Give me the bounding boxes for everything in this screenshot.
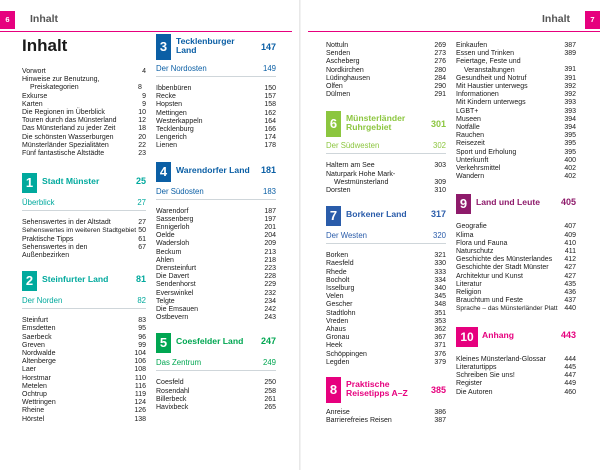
left-page-header (0, 11, 292, 29)
toc-entry[interactable]: Heek 371 (326, 342, 446, 350)
toc-entry[interactable]: Stadtlohn 351 (326, 309, 446, 317)
page-number: 7 (585, 11, 600, 29)
section-heading[interactable]: Das Zentrum 249 (156, 358, 276, 368)
chapter-page: 317 (430, 209, 446, 220)
toc-entry[interactable]: Emsdetten 95 (22, 325, 146, 333)
toc-entry[interactable]: Rosendahl 258 (156, 387, 276, 395)
toc-entry[interactable]: Karten 9 (22, 100, 146, 108)
toc-entry[interactable]: Horstmar 110 (22, 374, 146, 382)
toc-entry[interactable]: Die Regionen im Überblick 10 (22, 109, 146, 117)
section-heading[interactable]: Der Nordosten 149 (156, 64, 276, 73)
toc-entry[interactable]: Gesundheit und Notruf 391 (456, 74, 576, 82)
toc-entry[interactable]: Velen 345 (326, 293, 446, 301)
toc-entry[interactable]: Wettringen 124 (22, 399, 146, 407)
toc-entry[interactable]: Vorwort 4 (22, 68, 146, 75)
toc-entry[interactable]: Wadersloh 209 (156, 240, 276, 248)
chapter-number-badge: 1 (22, 173, 37, 193)
chapter-page: 247 (260, 336, 276, 347)
toc-entry[interactable]: Steinfurt 83 (22, 317, 146, 325)
toc-entry[interactable]: Wandern 402 (456, 173, 576, 181)
toc-entry[interactable]: Senden 273 (326, 50, 446, 58)
toc-column-1 (22, 68, 146, 424)
right-page-header (308, 11, 600, 29)
chapter-number-badge: 3 (156, 34, 171, 60)
toc-entry[interactable]: Sprache – das Münsterländer Platt 440 (456, 305, 576, 313)
toc-entry[interactable]: Verkehrsmittel 402 (456, 165, 576, 173)
toc-entry[interactable]: Legden 379 (326, 358, 446, 366)
toc-entry[interactable]: Oelde 204 (156, 232, 276, 240)
toc-entry[interactable]: Dorsten 310 (326, 187, 446, 195)
toc-entry[interactable]: Hopsten 158 (156, 101, 276, 109)
chapter-number-badge: 10 (456, 327, 478, 347)
header-rule (0, 31, 292, 32)
toc-entry[interactable]: Sehenswertes in der Altstadt 27 (22, 219, 146, 227)
chapter-page: 385 (430, 385, 446, 396)
chapter-4-heading[interactable] (156, 161, 276, 183)
toc-entry[interactable]: Geografie 407 (456, 223, 576, 231)
toc-entry[interactable]: Kleines Münsterland-Glossar 444 (456, 355, 576, 363)
toc-entry[interactable]: Ascheberg 276 (326, 58, 446, 66)
chapter-number-badge: 9 (456, 194, 471, 214)
toc-entry[interactable]: Geschichte der Stadt Münster 427 (456, 264, 576, 272)
chapter-number-badge: 6 (326, 111, 341, 137)
toc-entry[interactable]: Mettingen 162 (156, 109, 276, 117)
chapter-2-heading[interactable] (22, 270, 146, 292)
toc-entry[interactable]: Anreise 386 (326, 409, 446, 417)
header-rule (308, 31, 600, 32)
toc-entry[interactable]: Literatur 435 (456, 280, 576, 288)
section-heading[interactable]: Der Südosten 183 (156, 186, 276, 196)
toc-entry[interactable]: Nordwalde 104 (22, 350, 146, 358)
chapter-page: 405 (560, 197, 576, 208)
toc-entry[interactable]: Mit Haustier unterwegs 392 (456, 83, 576, 91)
toc-entry[interactable]: Bocholt 334 (326, 276, 446, 284)
chapter-number-badge: 8 (326, 377, 341, 403)
toc-entry[interactable]: LGBT+ 393 (456, 107, 576, 115)
toc-entry[interactable]: Notfälle 394 (456, 124, 576, 132)
toc-entry[interactable]: Mit Kindern unterwegs 393 (456, 99, 576, 107)
toc-entry[interactable]: Recke 157 (156, 93, 276, 101)
chapter-page: 147 (260, 42, 276, 52)
toc-entry[interactable]: Laer 108 (22, 366, 146, 374)
toc-entry[interactable]: Einkaufen 387 (456, 42, 576, 49)
toc-entry[interactable]: Rhede 333 (326, 268, 446, 276)
chapter-title: Land und Leute (476, 197, 540, 208)
toc-entry[interactable]: Greven 99 (22, 341, 146, 349)
toc-column-2 (156, 34, 276, 412)
running-head: Inhalt (30, 13, 58, 25)
chapter-title: Anhang (482, 329, 514, 340)
toc-entry[interactable]: Ahaus 362 (326, 326, 446, 334)
toc-entry[interactable]: Architektur und Kunst 427 (456, 272, 576, 280)
toc-entry[interactable]: Ostbevern 243 (156, 314, 276, 322)
toc-entry[interactable]: Praktische Tipps 61 (22, 235, 146, 243)
chapter-page: 181 (260, 164, 276, 175)
toc-entry[interactable]: Touren durch das Münsterland 12 (22, 117, 146, 125)
toc-entry[interactable]: Raesfeld 330 (326, 260, 446, 268)
toc-entry[interactable]: Die Emsauen 242 (156, 306, 276, 314)
section-heading[interactable]: Der Westen 320 (326, 231, 446, 241)
toc-entry[interactable]: Münsterländer Spezialitäten 22 (22, 141, 146, 149)
chapter-8-heading[interactable] (326, 377, 446, 403)
running-head: Inhalt (542, 13, 570, 25)
toc-entry[interactable]: Reisezeit 395 (456, 140, 576, 148)
toc-entry[interactable]: Religion 436 (456, 289, 576, 297)
toc-entry[interactable]: Naturpark Hohe Mark-Westmünsterland 309 (326, 170, 446, 186)
chapter-number-badge: 2 (22, 271, 37, 291)
toc-entry[interactable]: Saerbeck 96 (22, 333, 146, 341)
toc-entry[interactable]: Nottuln 269 (326, 42, 446, 49)
page-number: 6 (0, 11, 15, 29)
chapter-title: Warendorfer Land (176, 164, 250, 175)
toc-entry[interactable]: Borken 321 (326, 252, 446, 260)
toc-entry[interactable]: Flora und Fauna 410 (456, 239, 576, 247)
toc-entry[interactable]: Gescher 348 (326, 301, 446, 309)
toc-entry[interactable]: Ibbenbüren 150 (156, 85, 276, 92)
toc-entry[interactable]: Ahlen 218 (156, 256, 276, 264)
toc-entry[interactable]: Lengerich 174 (156, 134, 276, 142)
chapter-title: Stadt Münster (42, 176, 100, 187)
toc-entry[interactable]: Sendenhorst 229 (156, 281, 276, 289)
toc-entry[interactable]: Unterkunft 400 (456, 156, 576, 164)
chapter-title: Münsterländer Ruhrgebiet (346, 113, 406, 133)
toc-entry[interactable]: Altenberge 106 (22, 358, 146, 366)
toc-entry[interactable]: Olfen 290 (326, 83, 446, 91)
chapter-page: 443 (560, 329, 576, 340)
toc-entry[interactable]: Barrierefreies Reisen 387 (326, 417, 446, 425)
chapter-title: Tecklenburger Land (176, 36, 235, 55)
toc-entry[interactable]: Sport und Erholung 395 (456, 148, 576, 156)
toc-entry[interactable]: Informationen 392 (456, 91, 576, 99)
toc-entry[interactable]: Exkurse 9 (22, 92, 146, 100)
section-heading[interactable]: Überblick 27 (22, 198, 146, 208)
chapter-title: Borkener Land (346, 209, 407, 220)
chapter-7-heading[interactable] (326, 205, 446, 227)
toc-entry[interactable]: Coesfeld 250 (156, 379, 276, 387)
toc-entry[interactable]: Beckum 213 (156, 248, 276, 256)
toc-entry[interactable]: Warendorf 187 (156, 207, 276, 215)
chapter-title: Steinfurter Land (42, 274, 109, 285)
section-heading[interactable]: Der Norden 82 (22, 296, 146, 306)
toc-entry[interactable]: Klima 409 (456, 231, 576, 239)
toc-entry[interactable]: Geschichte des Münsterlandes 412 (456, 256, 576, 264)
toc-entry[interactable]: Ochtrup 119 (22, 391, 146, 399)
chapter-number-badge: 5 (156, 333, 171, 353)
toc-entry[interactable]: Fünf fantastische Altstädte 23 (22, 150, 146, 158)
chapter-number-badge: 4 (156, 162, 171, 182)
toc-entry[interactable]: Register 449 (456, 380, 576, 388)
toc-entry[interactable]: Vreden 353 (326, 317, 446, 325)
toc-entry[interactable]: Hinweise zur Benutzung, Preiskategorien 8 (22, 76, 142, 92)
toc-entry[interactable]: Die schönsten Wasserburgen 20 (22, 133, 146, 141)
page-title: Inhalt (22, 36, 68, 55)
toc-entry[interactable]: Brauchtum und Feste 437 (456, 297, 576, 305)
chapter-9-heading[interactable] (456, 193, 576, 215)
toc-entry[interactable]: Sehenswertes in den Außenbezirken 67 (22, 243, 146, 260)
toc-entry[interactable]: Telgte 234 (156, 297, 276, 305)
toc-entry[interactable]: Westerkappeln 164 (156, 117, 276, 125)
toc-entry[interactable]: Metelen 116 (22, 382, 146, 390)
toc-entry[interactable]: Dülmen 291 (326, 91, 446, 99)
toc-entry[interactable]: Tecklenburg 166 (156, 126, 276, 134)
toc-entry[interactable]: Die Davert 228 (156, 273, 276, 281)
toc-entry[interactable]: Ennigerloh 201 (156, 224, 276, 232)
toc-entry[interactable]: Hörstel 138 (22, 415, 146, 423)
chapter-title: Praktische Reisetipps A–Z (346, 379, 408, 399)
chapter-page: 25 (135, 176, 146, 187)
toc-entry[interactable]: Isselburg 340 (326, 285, 446, 293)
book-gutter (299, 0, 301, 470)
front-matter-list (22, 68, 146, 158)
toc-entry[interactable]: Billerbeck 261 (156, 395, 276, 403)
toc-entry[interactable]: Everswinkel 232 (156, 289, 276, 297)
chapter-page: 301 (430, 119, 446, 130)
toc-entry[interactable]: Schöppingen 376 (326, 350, 446, 358)
toc-column-4 (456, 42, 576, 397)
toc-entry[interactable]: Museen 394 (456, 115, 576, 123)
toc-entry[interactable]: Lüdinghausen 284 (326, 74, 446, 82)
chapter-number-badge: 7 (326, 206, 341, 226)
toc-entry[interactable]: Haltern am See 303 (326, 162, 446, 170)
toc-entry[interactable]: Schreiben Sie uns! 447 (456, 372, 576, 380)
toc-entry[interactable]: Gronau 367 (326, 334, 446, 342)
toc-entry[interactable]: Feiertage, Feste und Veranstaltungen 391 (456, 58, 576, 74)
toc-entry[interactable]: Essen und Trinken 389 (456, 50, 576, 58)
chapter-title: Coesfelder Land (176, 336, 244, 347)
toc-entry[interactable]: Das Münsterland zu jeder Zeit 18 (22, 125, 146, 133)
toc-entry[interactable]: Nordkirchen 280 (326, 66, 446, 74)
toc-entry[interactable]: Rheine 126 (22, 407, 146, 415)
toc-entry[interactable]: Drensteinfurt 223 (156, 265, 276, 273)
toc-entry[interactable]: Havixbeck 265 (156, 404, 276, 412)
section-heading[interactable]: Der Südwesten 302 (326, 141, 446, 151)
chapter-page: 81 (135, 274, 146, 285)
toc-entry[interactable]: Sassenberg 197 (156, 215, 276, 223)
chapter-3-heading[interactable] (156, 34, 276, 60)
toc-entry[interactable]: Naturschutz 411 (456, 248, 576, 256)
chapter-1-heading[interactable] (22, 172, 146, 194)
chapter-6-heading[interactable] (326, 111, 446, 137)
toc-entry[interactable]: Lienen 178 (156, 142, 276, 150)
toc-entry[interactable]: Die Autoren 460 (456, 388, 576, 396)
toc-column-3 (326, 42, 446, 425)
toc-entry[interactable]: Rauchen 395 (456, 132, 576, 140)
chapter-5-heading[interactable] (156, 332, 276, 354)
chapter-10-heading[interactable] (456, 326, 576, 348)
toc-entry[interactable]: Literaturtipps 445 (456, 363, 576, 371)
toc-entry[interactable]: Sehenswertes im weiteren Stadtgebiet 50 (22, 227, 146, 235)
